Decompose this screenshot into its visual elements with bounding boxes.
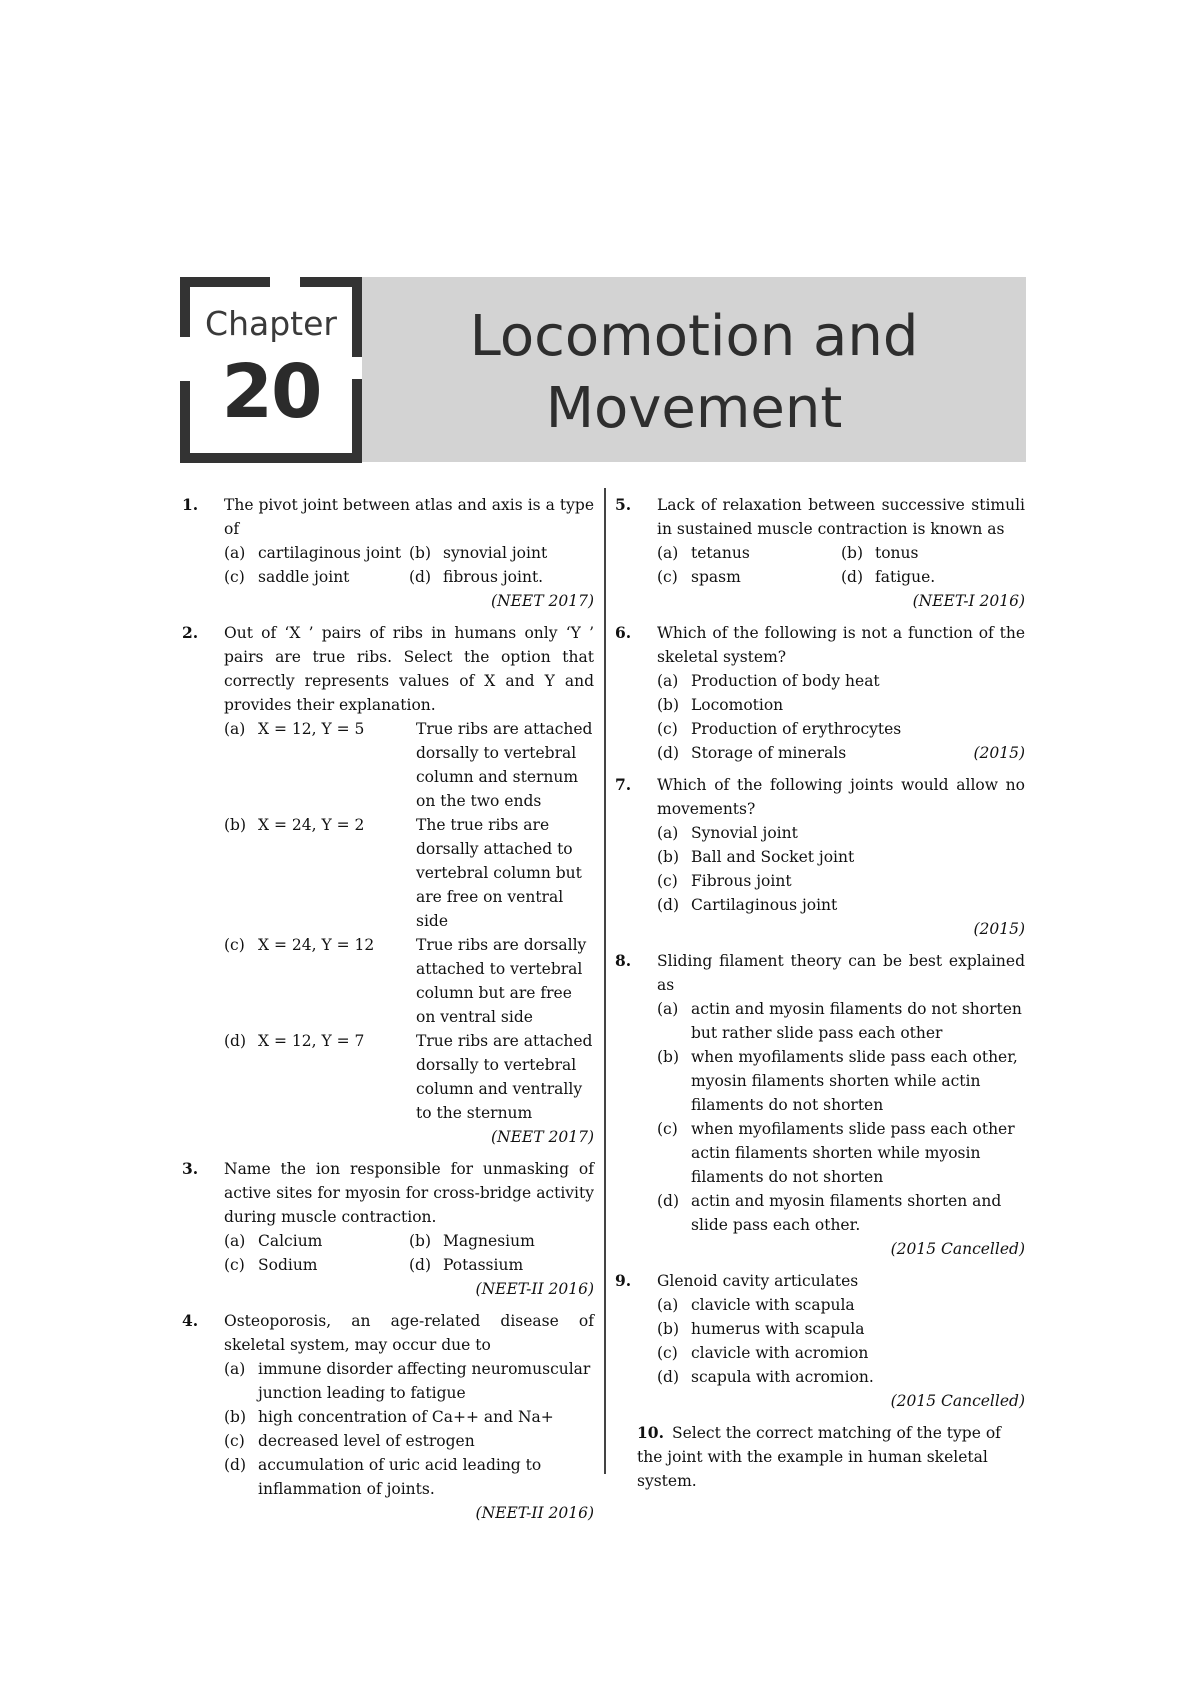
column-divider xyxy=(604,488,606,1474)
question-1: 1. The pivot joint between atlas and axis is a type of (a) cartilaginous joint (b) synovial joint (c) saddle joint (d) fibrous joint. (NEET 2017) xyxy=(182,493,594,613)
question-7: 7. Which of the following joints would allow no movements? (a) Synovial joint (b) Ball and Socket joint (c) Fibrous joint (d) Cartilaginous joint (2015) xyxy=(615,773,1025,941)
right-column xyxy=(615,493,1025,1501)
question-10: 10. Select the correct matching of the type of the joint with the example in human skeletal system. xyxy=(637,1423,1001,1490)
question-5: 5. Lack of relaxation between successive stimuli in sustained muscle contraction is known as (a) tetanus (b) tonus (c) spasm (d) fatigue. (NEET-I 2016) xyxy=(615,493,1025,613)
chapter-number: 20 xyxy=(221,349,321,435)
question-3: 3. Name the ion responsible for unmasking of active sites for myosin for cross-bridge activity during muscle contraction. (a) Calcium (b) Magnesium (c) Sodium (d) Potassium (NEET-II 2016) xyxy=(182,1157,594,1301)
question-8: 8. Sliding filament theory can be best explained as (a) actin and myosin filaments do not shorten but rather slide pass each other (b) when myofilaments slide pass each other, myosin filaments shorten while actin filaments do not shorten (c) when myofilaments slide pass each other actin filaments shorten while myosin filaments do not shorten (d) actin and myosin filaments shorten and slide pass each other. (2015 Cancelled) xyxy=(615,949,1025,1261)
source-tag: (NEET 2017) xyxy=(491,592,594,610)
source-tag: (NEET 2017) xyxy=(491,1128,594,1146)
source-tag: (NEET-I 2016) xyxy=(912,592,1025,610)
chapter-badge xyxy=(180,277,362,463)
source-tag: (2015) xyxy=(973,920,1025,938)
question-4: 4. Osteoporosis, an age-related disease of skeletal system, may occur due to (a) immune disorder affecting neuromuscular junction leading to fatigue (b) high concentration of Ca++ and Na+ (c) decreased level of estrogen (d) accumulation of uric acid leading to inflammation of joints. (NEET-II 2016) xyxy=(182,1309,594,1525)
left-column xyxy=(182,493,594,1533)
source-tag: (2015) xyxy=(973,744,1025,762)
question-6: 6. Which of the following is not a function of the skeletal system? (a) Production of body heat (b) Locomotion (c) Production of erythrocytes (d) Storage of minerals (2015) xyxy=(615,621,1025,765)
source-tag: (NEET-II 2016) xyxy=(475,1504,594,1522)
chapter-title-band xyxy=(362,277,1026,462)
question-2: 2. Out of ‘X ’ pairs of ribs in humans only ‘Y ’ pairs are true ribs. Select the option that correctly represents values of X and Y and provides their explanation. (a) X = 12, Y = 5 True ribs are attached dorsally to vertebral column and sternum on the two ends (b) X = 24, Y = 2 The true ribs are dorsally attached to vertebral column but are free on ventral side (c) X = 24, Y = 12 True ribs are dorsally attached to vertebral column but are free on ventral side (d) X = 12, Y = 7 True ribs are attached dorsally to vertebral column and ventrally to the sternum (NEET 2017) xyxy=(182,621,594,1149)
source-tag: (2015 Cancelled) xyxy=(890,1240,1025,1258)
chapter-title: Locomotion and Movement xyxy=(469,304,919,441)
chapter-label: Chapter xyxy=(205,304,337,343)
question-9: 9. Glenoid cavity articulates (a) clavicle with scapula (b) humerus with scapula (c) clavicle with acromion (d) scapula with acromion. (2015 Cancelled) xyxy=(615,1269,1025,1413)
source-tag: (2015 Cancelled) xyxy=(890,1392,1025,1410)
source-tag: (NEET-II 2016) xyxy=(475,1280,594,1298)
